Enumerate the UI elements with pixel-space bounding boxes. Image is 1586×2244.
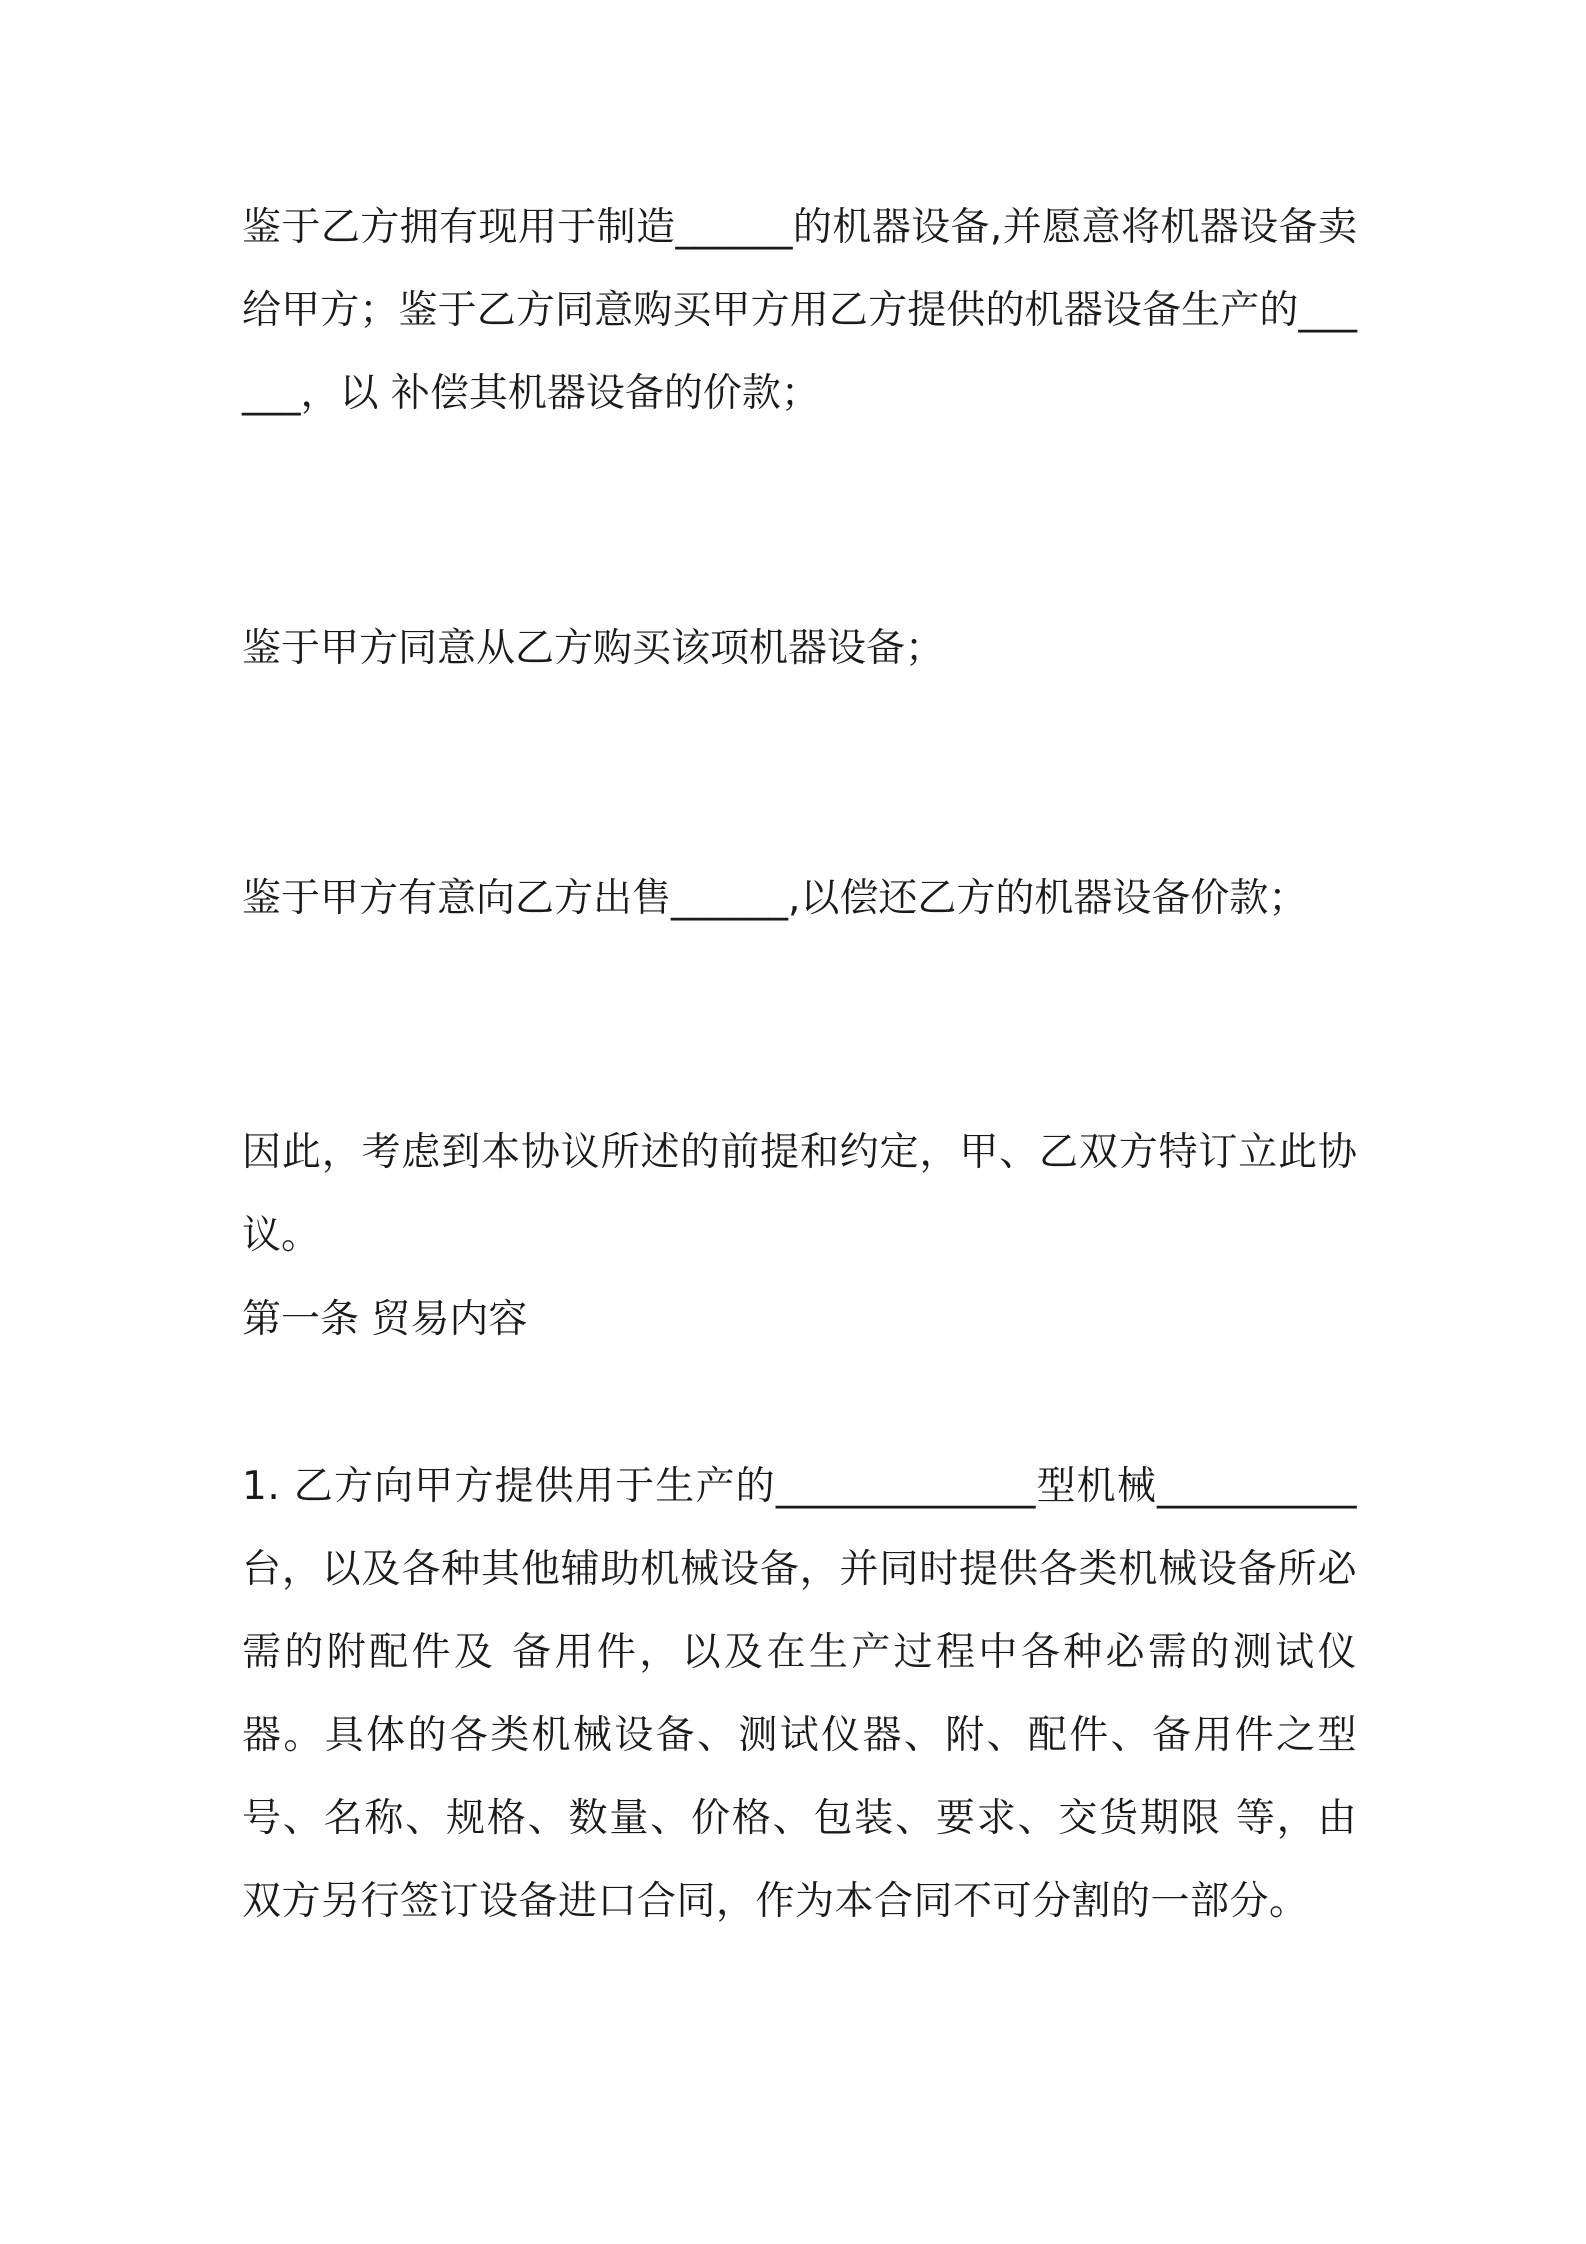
paragraph-recital-seller-intends: 鉴于甲方有意向乙方出售______,以偿还乙方的机器设备价款； [242, 876, 1308, 921]
paragraph-recital-machinery-purchase: 鉴于乙方拥有现用于制造______的机器设备,并愿意将机器设备卖给甲方；鉴于乙方同意购买甲方用乙方提供的机器设备生产的______，以 补偿其机器设备的价款； [242, 205, 1357, 416]
paragraph-recital-buyer-agrees: 鉴于甲方同意从乙方购买该项机器设备； [242, 626, 945, 671]
paragraph-agreement-statement: 因此，考虑到本协议所述的前提和约定，甲、乙双方特订立此协议。 [242, 1130, 1357, 1258]
article-heading: 第一条 贸易内容 [242, 1297, 528, 1342]
article-clause-1: 1. 乙方向甲方提供用于生产的_____________型机械__________台，以及各种其他辅助机械设备，并同时提供各类机械设备所必需的附配件及 备用件，以及在生产过程中各种必需的测试仪器。具体的各类机械设备、测试仪器、附、配件、备用件之型号、名称、规格、数量、价格、包装、要求、交货期限 等，由双方另行签订设备进口合同，作为本合同不可分割的一部分。 [242, 1464, 1357, 1924]
